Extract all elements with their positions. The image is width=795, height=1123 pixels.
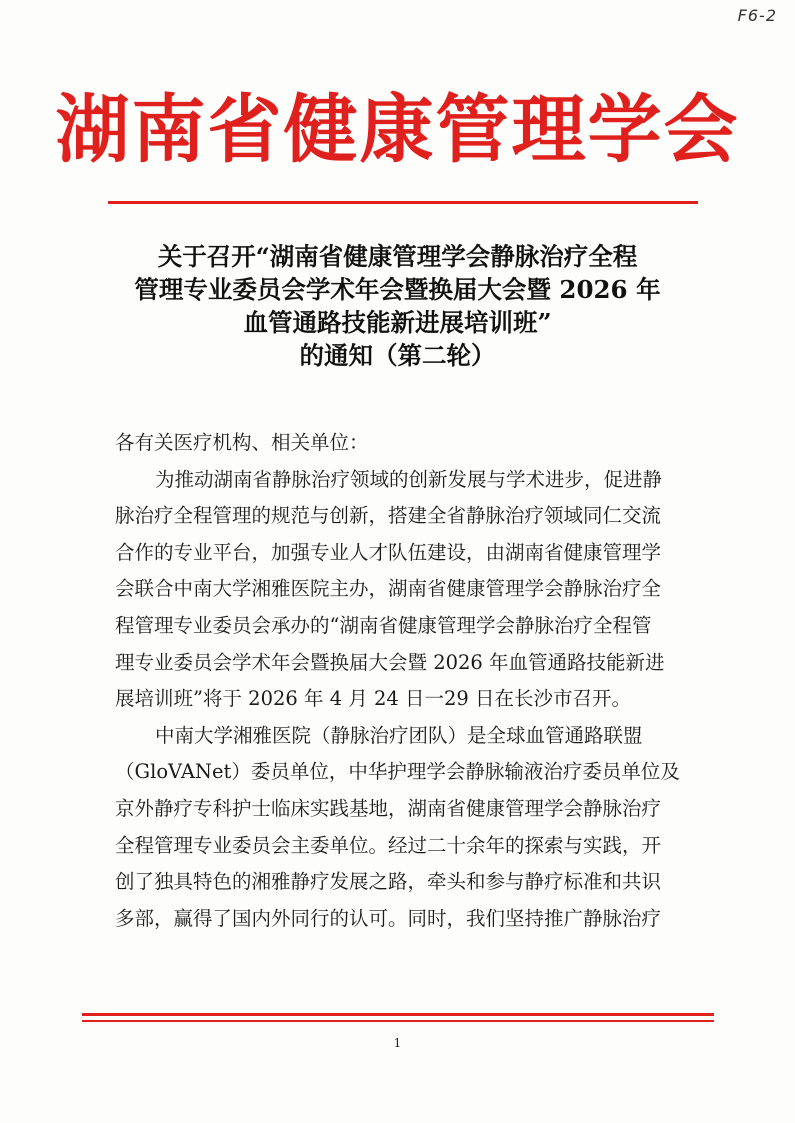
- paragraph-1-line: 为推动湖南省静脉治疗领域的创新发展与学术进步，促进静: [155, 467, 663, 491]
- paragraph-1-line: 展培训班”将于 2026 年 4 月 24 日一29 日在长沙市召开。: [115, 687, 632, 711]
- title-line: 关于召开“湖南省健康管理学会静脉治疗全程: [157, 242, 638, 271]
- salutation: 各有关医疗机构、相关单位：: [115, 431, 369, 454]
- paragraph-2-line: 京外静疗专科护士临床实践基地，湖南省健康管理学会静脉治疗: [115, 796, 662, 820]
- title-line: 管理专业委员会学术年会暨换届大会暨 2026 年: [134, 275, 661, 304]
- handwritten-file-mark: F6-2: [737, 6, 777, 25]
- paragraph-2-line: 多部，赢得了国内外同行的认可。同时，我们坚持推广静脉治疗: [115, 906, 662, 930]
- notice-body: [115, 425, 695, 937]
- footer-divider-thin: [82, 1020, 714, 1022]
- letterhead-divider: [108, 201, 698, 204]
- paragraph-2-line: 创了独具特色的湘雅静疗发展之路，牵头和参与静疗标准和共识: [115, 870, 662, 894]
- letterhead-title: 湖南省健康管理学会: [55, 87, 740, 173]
- paragraph-2-line: （GloVANet）委员单位，中华护理学会静脉输液治疗委员单位及: [115, 760, 680, 784]
- paragraph-2-line: 全程管理专业委员会主委单位。经过二十余年的探索与实践，开: [115, 833, 662, 857]
- paragraph-1-line: 会联合中南大学湘雅医院主办，湖南省健康管理学会静脉治疗全: [115, 577, 662, 601]
- title-line: 的通知（第二轮）: [299, 341, 496, 370]
- paragraph-1-line: 程管理专业委员会承办的“湖南省健康管理学会静脉治疗全程管: [115, 613, 652, 637]
- footer-divider-thick: [82, 1013, 714, 1016]
- page-number: 1: [393, 1036, 402, 1050]
- paragraph-2-line: 中南大学湘雅医院（静脉治疗团队）是全球血管通路联盟: [155, 723, 643, 747]
- paragraph-1-line: 脉治疗全程管理的规范与创新，搭建全省静脉治疗领域同仁交流: [115, 504, 662, 528]
- notice-title: [90, 240, 705, 372]
- title-line: 血管通路技能新进展培训班”: [243, 308, 552, 337]
- paragraph-1-line: 理专业委员会学术年会暨换届大会暨 2026 年血管通路技能新进: [115, 650, 665, 674]
- paragraph-1-line: 合作的专业平台，加强专业人才队伍建设，由湖南省健康管理学: [115, 540, 662, 564]
